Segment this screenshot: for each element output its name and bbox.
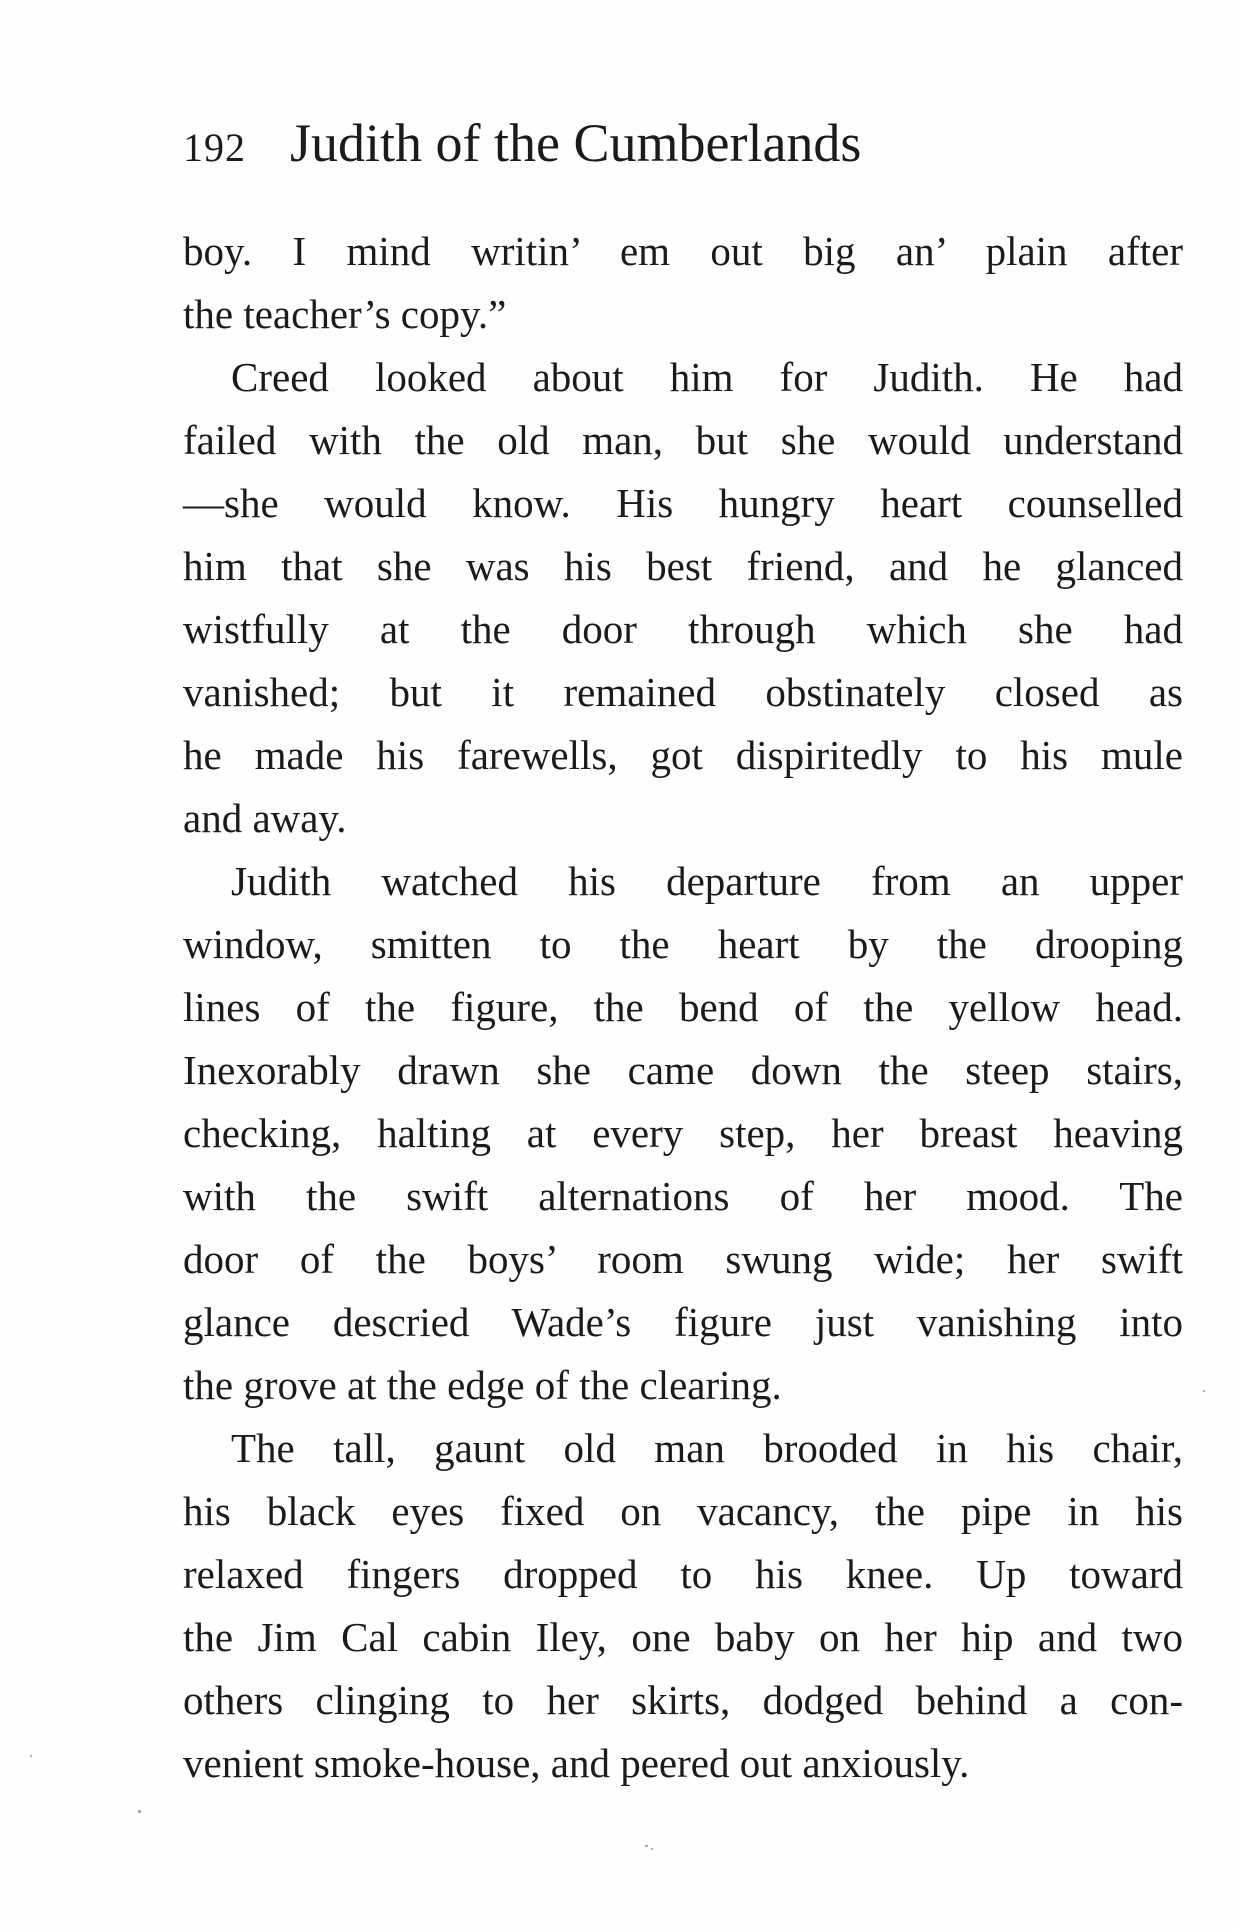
book-title: Judith of the Cumberlands [290, 113, 862, 173]
running-head [183, 112, 1183, 182]
text-line: venient smoke-house, and peered out anxiously. [183, 1740, 970, 1786]
text-line: the Jim Cal cabin Iley, one baby on her hip and two [183, 1614, 1183, 1660]
text-line: Inexorably drawn she came down the steep stairs, [183, 1047, 1183, 1093]
text-line: checking, halting at every step, her breast heaving [183, 1110, 1183, 1156]
text-line: failed with the old man, but she would understand [183, 417, 1183, 463]
text-line: his black eyes fixed on vacancy, the pipe in his [183, 1488, 1183, 1534]
paper-speck [651, 1848, 653, 1850]
paper-speck [645, 1845, 648, 1847]
text-line: him that she was his best friend, and he glanced [183, 543, 1183, 589]
text-line: he made his farewells, got dispiritedly to his mule [183, 732, 1183, 778]
text-line: lines of the figure, the bend of the yellow head. [183, 984, 1183, 1030]
text-line: —she would know. His hungry heart counselled [183, 480, 1183, 526]
text-line: and away. [183, 795, 347, 841]
text-line: others clinging to her skirts, dodged behind a con- [183, 1677, 1183, 1723]
text-line: the grove at the edge of the clearing. [183, 1362, 782, 1408]
text-line: Judith watched his departure from an upper [231, 858, 1183, 904]
text-line: glance descried Wade’s figure just vanishing into [183, 1299, 1183, 1345]
text-line: relaxed fingers dropped to his knee. Up toward [183, 1551, 1183, 1597]
paper-speck [138, 1810, 141, 1813]
text-line: wistfully at the door through which she had [183, 606, 1183, 652]
text-line: window, smitten to the heart by the drooping [183, 921, 1183, 967]
text-line: Creed looked about him for Judith. He had [231, 354, 1183, 400]
text-line: vanished; but it remained obstinately closed as [183, 669, 1183, 715]
body-text [183, 220, 1183, 1795]
text-line: boy. I mind writin’ em out big an’ plain after [183, 228, 1183, 274]
page-number: 192 [183, 125, 246, 170]
paper-speck [1203, 1390, 1205, 1392]
text-line: The tall, gaunt old man brooded in his chair, [231, 1425, 1183, 1471]
text-line: the teacher’s copy.” [183, 291, 507, 337]
paper-speck [30, 1755, 32, 1757]
text-line: with the swift alternations of her mood. The [183, 1173, 1183, 1219]
text-line: door of the boys’ room swung wide; her swift [183, 1236, 1183, 1282]
